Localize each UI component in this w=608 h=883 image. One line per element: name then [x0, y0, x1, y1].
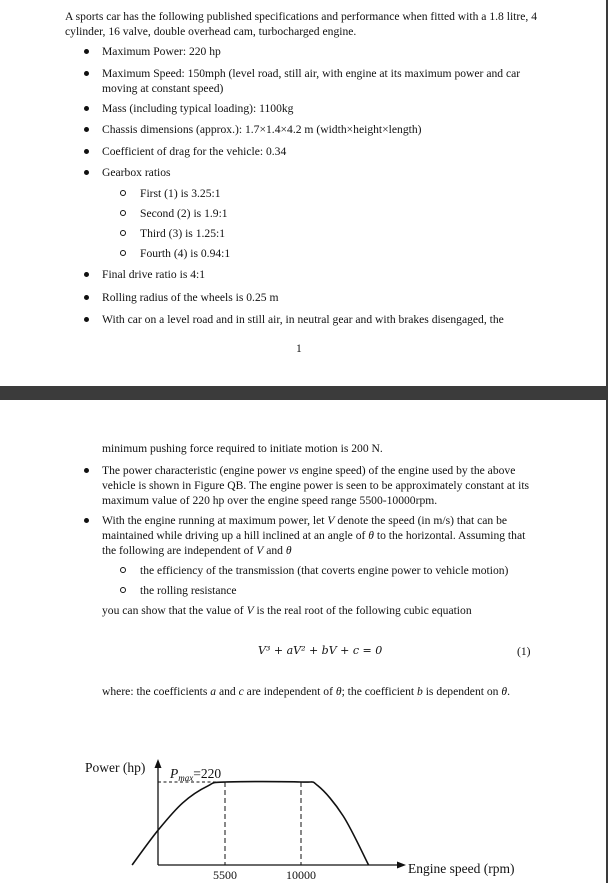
circle-bullet-icon — [120, 567, 126, 573]
y-axis-label: Power (hp) — [85, 760, 146, 775]
bullet-icon — [84, 106, 89, 111]
power-bullet-text: The power characteristic (engine power vs engine speed) of the engine used by the above vehicle is shown in Figure QB. The engine power is seen to be approximately constant at its maximum value of 220 hp over the engine speed range 5500-10000rpm. — [102, 464, 530, 507]
power-chart-svg — [80, 755, 540, 880]
circle-bullet-icon — [120, 250, 126, 256]
bullet-icon — [84, 149, 89, 154]
bullet-icon — [84, 170, 89, 175]
bullet-icon — [84, 272, 89, 277]
x-tick-label: 10000 — [286, 868, 316, 880]
where-paragraph: where: the coefficients a and c are independent of θ; the coefficient b is dependent on θ. — [102, 685, 510, 698]
bullet-icon — [84, 317, 89, 322]
pmax-label: $P_{max}=220$ — [170, 766, 222, 783]
speed-bullet-text: With the engine running at maximum power, let V denote the speed (in m/s) that can be maintained while driving up a hill inclined at an angle of θ to the horizontal. Assuming that the following are independent of V and θ — [102, 514, 526, 557]
show-text: you can show that the value of V is the real root of the following cubic equation — [102, 604, 472, 617]
page-1: A sports car has the following published specifications and performance when fitted with a 1.8 litre, 4 cylinder, 16 valve, double overhead cam, turbocharged engine. Maximum Power: 220 hp Maximum Speed: 150mph (level road, still air, with engine at its maximum power and car moving at constant speed) Mass (including typical loading): 1100kg Chassis dimensions (approx.): 1.7×1.4×4.2 m (width×height×length) Coefficient of drag for the vehicle: 0.34 Gearbox ratios First (1) is 3.25:1 Second (2) is 1.9:1 Third (3) is 1.25:1 Fourth (4) is 0.94:1 Final drive ratio is 4:1 Rolling radius of the wheels is 0.25 m With car on a level road and in still air, in neutral gear and with brakes disengaged, the 1 — [0, 0, 608, 386]
bullet-icon — [84, 468, 89, 473]
continuation-text: minimum pushing force required to initiate motion is 200 N. — [102, 442, 383, 455]
x-tick-label: 5500 — [213, 868, 237, 880]
bullet-icon — [84, 127, 89, 132]
intro-paragraph: A sports car has the following published specifications and performance when fitted with a 1.8 litre, 4 cylinder, 16 valve, double overhead cam, turbocharged engine. — [65, 10, 537, 38]
page-number: 1 — [296, 342, 302, 355]
cubic-equation: V³ + aV² + bV + c = 0 — [258, 644, 383, 657]
x-axis-arrow-icon — [397, 862, 406, 869]
circle-bullet-icon — [120, 210, 126, 216]
circle-bullet-icon — [120, 587, 126, 593]
power-chart — [80, 755, 540, 880]
circle-bullet-icon — [120, 190, 126, 196]
bullet-icon — [84, 71, 89, 76]
x-axis-label: Engine speed (rpm) — [408, 861, 515, 876]
circle-bullet-icon — [120, 230, 126, 236]
y-axis-arrow-icon — [155, 759, 162, 768]
bullet-icon — [84, 295, 89, 300]
bullet-icon — [84, 518, 89, 523]
power-curve-line — [132, 782, 369, 865]
bullet-icon — [84, 49, 89, 54]
page-separator — [0, 386, 608, 400]
equation-number: (1) — [517, 645, 531, 658]
